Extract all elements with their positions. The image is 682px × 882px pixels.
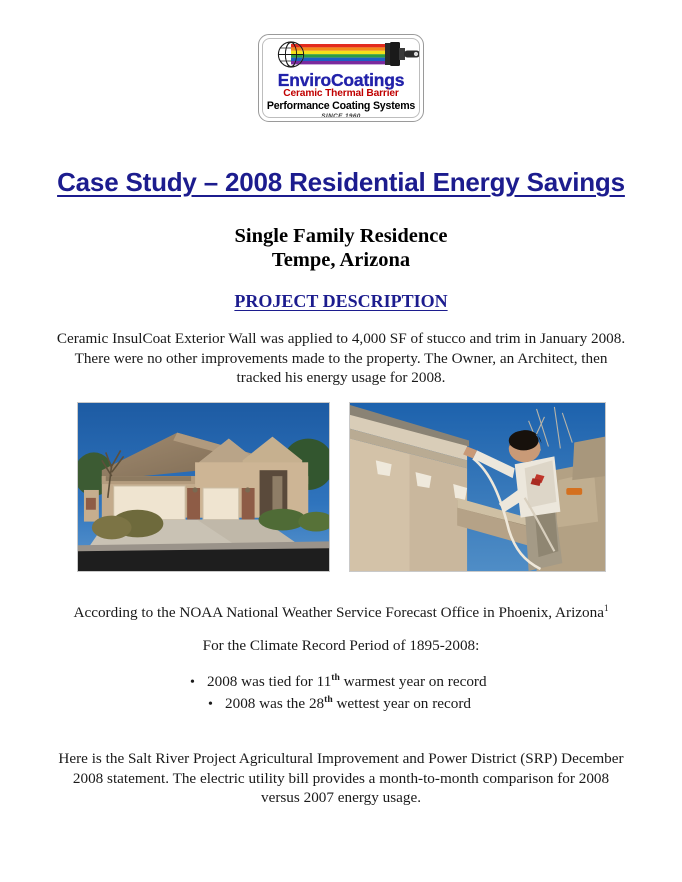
list-item-text-before: 2008 was tied for 11	[207, 673, 332, 690]
logo-company-name: EnviroCoatings	[277, 70, 405, 90]
residence-line-2: Tempe, Arizona	[271, 249, 411, 271]
logo-tagline-systems: Performance Coating Systems	[266, 100, 416, 112]
srp-statement-text: Here is the Salt River Project Agricultural Improvement and Power District (SRP) December 2008 statement. The electric utility bill provides a month-to-month comparison for 2008 versus 2007 energy usage.	[58, 750, 624, 806]
residence-line-1: Single Family Residence	[234, 225, 448, 247]
noaa-source-label: According to the NOAA National Weather Service Forecast Office in Phoenix, Arizona	[73, 604, 604, 622]
climate-period-text: For the Climate Record Period of 1895-2008:	[202, 637, 480, 654]
footnote-marker: 1	[603, 603, 609, 613]
house-exterior-illustration	[78, 403, 329, 571]
worker-coating-illustration	[350, 403, 605, 571]
list-item	[55, 693, 627, 715]
bullet-icon: •	[208, 697, 213, 712]
residence-subtitle	[0, 224, 682, 272]
globe-rainbow-paintbrush-icon	[267, 41, 420, 73]
list-item-text-after: wettest year on record	[332, 695, 471, 712]
logo-tagline-ceramic: Ceramic Thermal Barrier	[283, 88, 399, 99]
list-item-superscript: th	[324, 693, 333, 705]
climate-facts-list	[55, 671, 627, 715]
photo-row	[0, 402, 682, 572]
list-item-text-after: warmest year on record	[339, 673, 487, 690]
house-exterior-photo	[77, 402, 330, 572]
list-item-text-before: 2008 was the 28	[225, 695, 325, 712]
logo-inner-frame	[262, 38, 420, 118]
list-item-superscript: th	[331, 671, 340, 683]
project-description-text: Ceramic InsulCoat Exterior Wall was applied to 4,000 SF of stucco and trim in January 2008. There were no other improvements made to the property. The Owner, an Architect, then tracked his energy usage for 2008.	[56, 330, 626, 386]
logo-border-box	[258, 34, 424, 122]
list-item	[55, 671, 627, 693]
logo-since-text: SINCE 1960	[321, 113, 361, 118]
company-logo	[0, 34, 682, 122]
worker-applying-coating-photo	[349, 402, 606, 572]
bullet-icon: •	[190, 675, 195, 690]
noaa-source-text	[55, 599, 627, 623]
list-item-label	[225, 693, 471, 714]
list-item-label	[207, 671, 487, 692]
project-description-heading: PROJECT DESCRIPTION	[234, 291, 448, 311]
page-title: Case Study – 2008 Residential Energy Savings	[57, 167, 625, 197]
